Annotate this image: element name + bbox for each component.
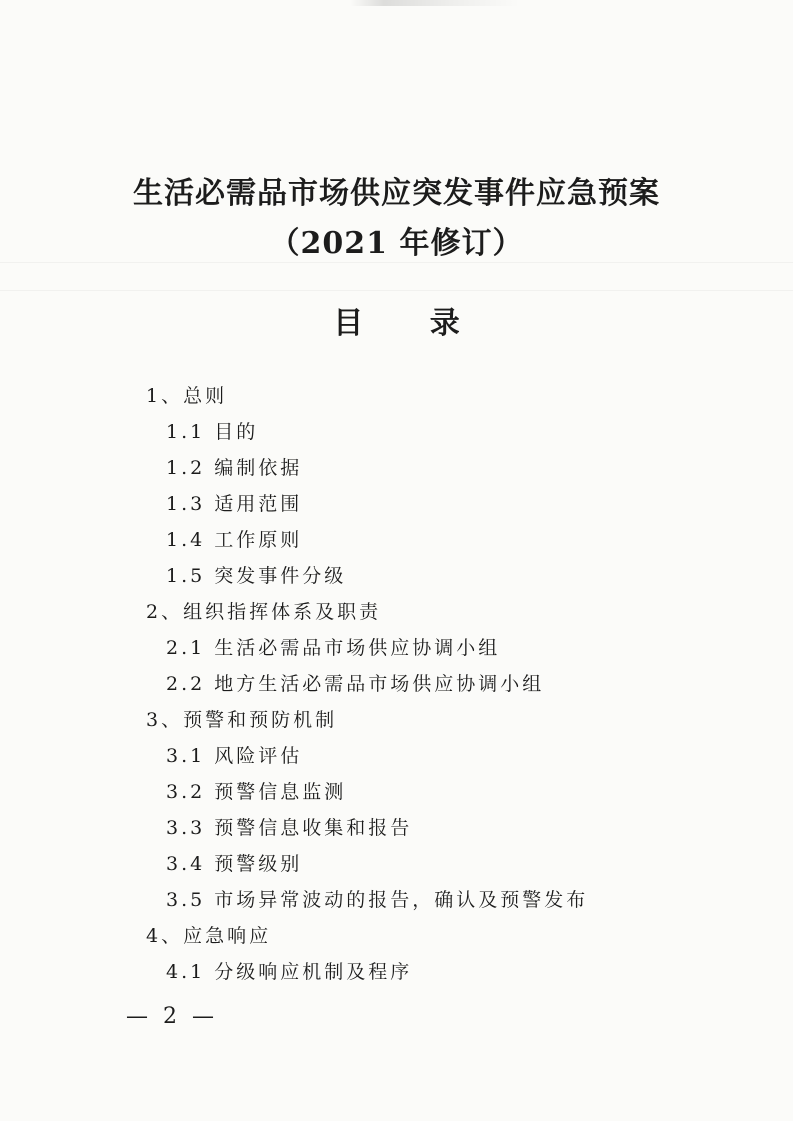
scan-fold-line — [0, 290, 793, 291]
toc-subsection-item: 3.5 市场异常波动的报告，确认及预警发布 — [166, 889, 589, 911]
document-subtitle: （2021 年修订） — [269, 226, 524, 261]
toc-subsection-item: 3.2 预警信息监测 — [166, 781, 347, 803]
toc-section-item: 3、预警和预防机制 — [146, 709, 338, 731]
toc-heading: 目 录 — [333, 306, 488, 341]
toc-subsection-item: 2.1 生活必需品市场供应协调小组 — [166, 637, 501, 659]
toc-subsection-item: 1.5 突发事件分级 — [166, 565, 347, 587]
toc-subsection-item: 4.1 分级响应机制及程序 — [166, 961, 413, 983]
table-of-contents — [0, 382, 793, 994]
toc-subsection-item: 3.1 风险评估 — [166, 745, 303, 767]
toc-subsection-item: 2.2 地方生活必需品市场供应协调小组 — [166, 673, 545, 695]
toc-subsection-item: 1.1 目的 — [166, 421, 259, 443]
scan-fold-line — [0, 262, 793, 263]
toc-subsection-item: 1.2 编制依据 — [166, 457, 303, 479]
toc-subsection-item: 1.3 适用范围 — [166, 493, 303, 515]
page-number: — 2 — — [126, 1004, 218, 1029]
toc-subsection-item: 3.4 预警级别 — [166, 853, 303, 875]
toc-section-item: 4、应急响应 — [146, 925, 272, 947]
toc-subsection-item: 3.3 预警信息收集和报告 — [166, 817, 413, 839]
toc-section-item: 1、总则 — [146, 385, 228, 407]
scan-artifact — [350, 0, 520, 6]
document-title: 生活必需品市场供应突发事件应急预案 — [133, 176, 660, 211]
toc-section-item: 2、组织指挥体系及职责 — [146, 601, 382, 623]
toc-subsection-item: 1.4 工作原则 — [166, 529, 303, 551]
